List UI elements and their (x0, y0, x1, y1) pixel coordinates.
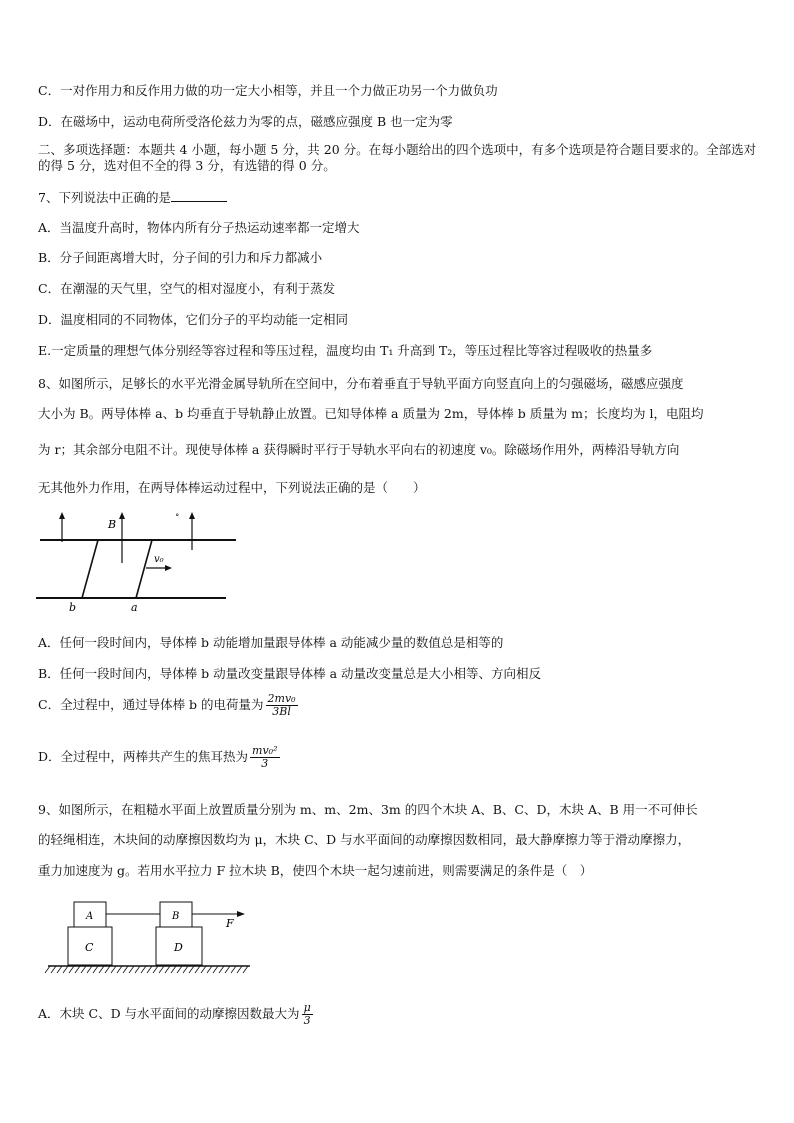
rod-b (82, 540, 98, 598)
q7-option-d: D．温度相同的不同物体，它们分子的平均动能一定相同 (38, 312, 349, 327)
q8-option-b: B．任何一段时间内，导体棒 b 动量改变量跟导体棒 a 动量改变量总是大小相等、方向相反 (38, 666, 542, 681)
figure-q8-rails (36, 508, 246, 616)
q9-option-a: A．木块 C、D 与水平面间的动摩擦因数最大为 $\frac{\mu}{3}$ (38, 1001, 311, 1027)
question-7-stem: 7、下列说法中正确的是 (38, 189, 227, 206)
q7-option-e: E.一定质量的理想气体分别经等容过程和等压过程，温度均由 T₁ 升高到 T₂，等压过程比等容过程吸收的热量多 (38, 343, 653, 358)
fraction-heat: $\frac{\text{mv₀²}}{3}$ (252, 744, 278, 770)
answer-blank (171, 189, 227, 202)
ground-hatching (45, 966, 248, 973)
label-B: B (108, 518, 117, 531)
question-8-line-1: 8、如图所示，足够长的水平光滑金属导轨所在空间中，分布着垂直于导轨平面方向竖直向上的匀强磁场，磁感应强度 (38, 376, 684, 391)
label-v0: v₀ (154, 554, 164, 565)
q7-option-a: A．当温度升高时，物体内所有分子热运动速率都一定增大 (38, 220, 360, 235)
question-9-line-3: 重力加速度为 g。若用水平拉力 F 拉木块 B，使四个木块一起匀速前进，则需要满足的条件是（ ） (38, 863, 593, 878)
option-d-q6: D．在磁场中，运动电荷所受洛伦兹力为零的点，磁感应强度 B 也一定为零 (38, 114, 453, 129)
q7-option-b: B．分子间距离增大时，分子间的引力和斥力都减小 (38, 250, 323, 265)
q7-option-c: C．在潮湿的天气里，空气的相对湿度小，有利于蒸发 (38, 281, 336, 296)
label-a: a (131, 601, 138, 614)
rod-a (136, 540, 152, 598)
label-B: B (172, 911, 180, 922)
label-C: C (85, 941, 94, 954)
label-F: F (226, 917, 234, 930)
label-D: D (174, 941, 183, 954)
q8-option-d: D．全过程中，两棒共产生的焦耳热为 $\frac{\text{mv₀²}}{3}$ (38, 744, 278, 770)
q8-option-a: A．任何一段时间内，导体棒 b 动能增加量跟导体棒 a 动能减少量的数值总是相等的 (38, 635, 504, 650)
stray-mark: ˚ (175, 515, 180, 525)
question-9-line-2: 的轻绳相连，木块间的动摩擦因数均为 μ，木块 C、D 与水平面间的动摩擦因数相同，最大静摩擦力等于滑动摩擦力， (38, 832, 691, 847)
figure-q9-blocks (44, 896, 264, 978)
question-8-line-2: 大小为 B。两导体棒 a、b 均垂直于导轨静止放置。已知导体棒 a 质量为 2m，导体棒 b 质量为 m；长度均为 l，电阻均 (38, 406, 704, 421)
question-8-line-4: 无其他外力作用，在两导体棒运动过程中，下列说法正确的是（ ） (38, 480, 426, 495)
option-c-q6: C．一对作用力和反作用力做的功一定大小相等，并且一个力做正功另一个力做负功 (38, 83, 498, 98)
section-2-instructions: 二、多项选择题：本题共 4 小题，每小题 5 分，共 20 分。在每小题给出的四个选项中，有多个选项是符合题目要求的。全部选对的得 5 分，选对但不全的得 3 分，有选错的得 0 分。 (38, 142, 757, 173)
fraction-mu: $\frac{\mu}{3}$ (303, 1001, 311, 1027)
question-9-line-1: 9、如图所示，在粗糙水平面上放置质量分别为 m、m、2m、3m 的四个木块 A、B、C、D，木块 A、B 用一不可伸长 (38, 802, 698, 817)
label-b: b (69, 601, 77, 614)
label-A: A (86, 911, 94, 922)
question-8-line-3: 为 r；其余部分电阻不计。现使导体棒 a 获得瞬时平行于导轨水平向右的初速度 v₀。除磁场作用外，两棒沿导轨方向 (38, 442, 680, 457)
q8-option-c: C．全过程中，通过导体棒 b 的电荷量为 $\frac{\text{2mv₀}}{3Bl}$ (38, 692, 296, 718)
fraction-charge: $\frac{\text{2mv₀}}{3Bl}$ (267, 692, 296, 718)
